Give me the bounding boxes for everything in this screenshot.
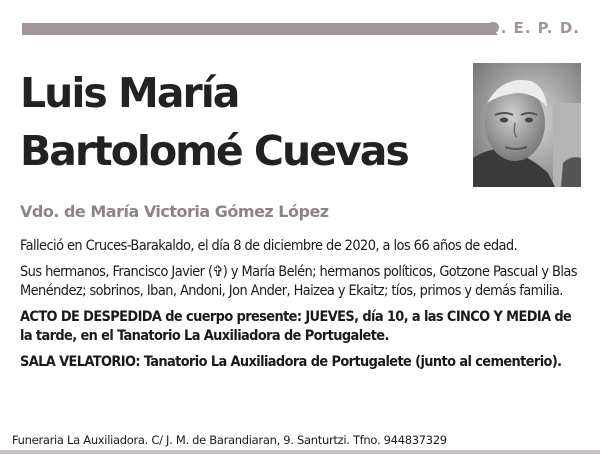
funeral-home-footer: Funeraria La Auxiliadora. C/ J. M. de Barandiaran, 9. Santurtzi. Tfno. 944837329 xyxy=(12,433,447,447)
name-line-2: Bartolomé Cuevas xyxy=(20,127,408,175)
footer-bar xyxy=(0,450,600,454)
widow-of: Vdo. de María Victoria Gómez López xyxy=(20,202,329,221)
farewell-details: ACTO DE DESPEDIDA de cuerpo presente: JUEVES, día 10, a las CINCO Y MEDIA de la tarde, en el Tanatorio La Auxiliadora de Portugalete. xyxy=(20,308,572,344)
portrait-image xyxy=(473,63,581,187)
death-notice: Falleció en Cruces-Barakaldo, el día 8 de diciembre de 2020, a los 66 años de edad. xyxy=(20,238,518,254)
family-list: Sus hermanos, Francisco Javier (✞) y María Belén; hermanos políticos, Gotzone Pascual y Blas Menéndez; sobrinos, Iban, Andoni, Jon Ander, Haizea y Ekaitz; tíos, primos y demás familia. xyxy=(20,263,577,299)
deceased-name xyxy=(20,64,460,180)
header-bar xyxy=(22,23,496,35)
portrait-photo xyxy=(473,63,581,187)
qepd-label: Q. E. P. D. xyxy=(486,19,580,37)
wake-room: SALA VELATORIO: Tanatorio La Auxiliadora de Portugalete (junto al cementerio). xyxy=(20,353,562,370)
obituary-body xyxy=(20,237,580,378)
name-line-1: Luis María xyxy=(20,69,239,117)
